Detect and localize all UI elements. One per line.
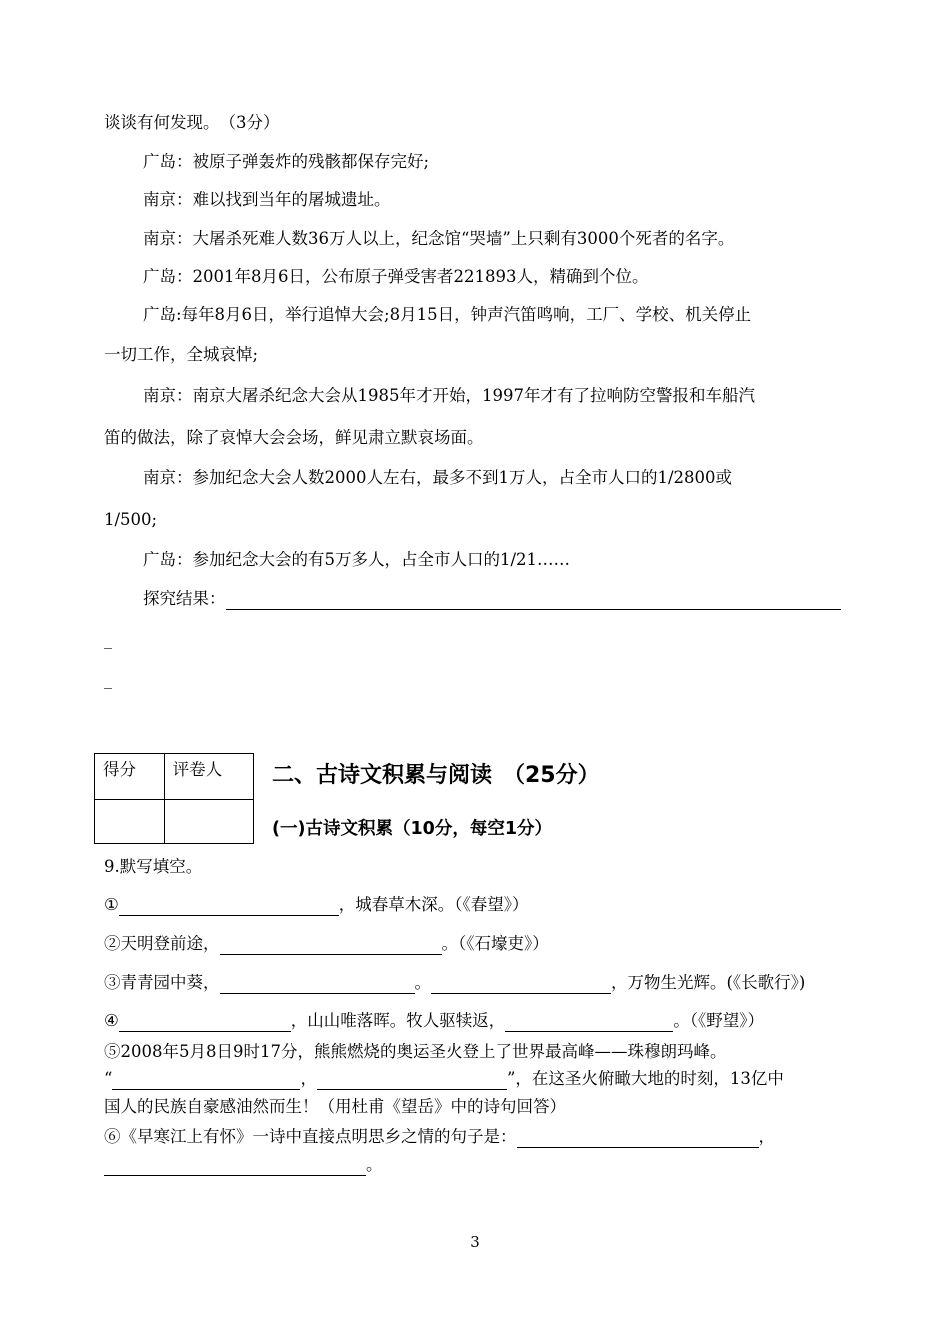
q9-item-5-line-3: 国人的民族自豪感油然而生！（用杜甫《望岳》中的诗句回答）: [104, 1097, 566, 1116]
q9-item-6-line-1: ⑥《早寒江上有怀》一诗中直接点明思乡之情的句子是： ，: [104, 1127, 775, 1146]
q9-item-3-blank-1[interactable]: [220, 975, 415, 994]
paragraph-7-cont: 1/500;: [104, 510, 158, 529]
q9-item-6-blank-1[interactable]: [517, 1129, 759, 1148]
score-cell[interactable]: [95, 800, 165, 844]
intro-line: 谈谈有何发现。 （3分）: [104, 113, 280, 132]
score-table: [94, 753, 254, 844]
q9-item-5-blank-2[interactable]: [317, 1071, 507, 1090]
paragraph-7: 南京：参加纪念大会人数2000人左右，最多不到1万人，占全市人口的1/2800或: [143, 468, 733, 487]
grader-cell[interactable]: [164, 800, 253, 844]
paragraph-5-cont: 一切工作，全城哀悼;: [104, 345, 259, 364]
paragraph-6-cont: 笛的做法，除了哀悼大会会场，鲜见肃立默哀场面。: [104, 428, 484, 447]
paragraph-6: 南京：南京大屠杀纪念大会从1985年才开始，1997年才有了拉响防空警报和车船汽: [143, 386, 755, 405]
q9-item-1-blank[interactable]: [119, 897, 339, 916]
paragraph-4: 广岛：2001年8月6日，公布原子弹受害者221893人，精确到个位。: [143, 267, 649, 286]
dash-line-1: _: [104, 630, 112, 649]
paragraph-5: 广岛:每年8月6日，举行追悼大会;8月15日，钟声汽笛鸣响，工厂、学校、机关停止: [143, 305, 752, 324]
q9-item-6-blank-2[interactable]: [104, 1157, 366, 1176]
subsection-title: (一)古诗文积累（10分，每空1分）: [272, 819, 553, 839]
paragraph-8: 广岛：参加纪念大会的有5万多人，占全市人口的1/21……: [143, 550, 571, 569]
q9-item-3: ③青青园中葵， 。 ，万物生光辉。(《长歌行》): [104, 973, 806, 992]
q9-item-2: ②天明登前途， 。（《石壕吏》）: [104, 934, 549, 953]
q9-item-6-line-2: 。: [104, 1154, 383, 1176]
q9-title: 9.默写填空。: [104, 857, 203, 876]
q9-item-2-blank[interactable]: [220, 936, 442, 955]
section-title: 二、古诗文积累与阅读 （25分）: [272, 763, 600, 788]
q9-item-3-blank-2[interactable]: [431, 975, 611, 994]
page-number: 3: [470, 1233, 480, 1251]
result-answer-blank[interactable]: [226, 591, 841, 610]
q9-item-4-blank-2[interactable]: [505, 1013, 673, 1032]
q9-item-4-blank-1[interactable]: [119, 1013, 291, 1032]
q9-item-5-line-1: ⑤2008年5月8日9时17分，熊熊燃烧的奥运圣火登上了世界最高峰——珠穆朗玛峰。: [104, 1042, 727, 1061]
q9-item-1: ① ，城春草木深。（《春望》）: [104, 895, 529, 914]
q9-item-4: ④ ，山山唯落晖。牧人驱犊返， 。（《野望》）: [104, 1011, 765, 1030]
q9-item-5-line-2: “ ， ”，在这圣火俯瞰大地的时刻，13亿中: [104, 1069, 784, 1088]
grader-header: 评卷人: [164, 754, 253, 800]
result-label: 探究结果：: [143, 589, 226, 608]
paragraph-3: 南京：大屠杀死难人数36万人以上，纪念馆“哭墙”上只剩有3000个死者的名字。: [143, 229, 735, 248]
dash-line-2: _: [104, 670, 112, 689]
paragraph-1: 广岛：被原子弹轰炸的残骸都保存完好;: [143, 152, 430, 171]
paragraph-2: 南京：难以找到当年的屠城遗址。: [143, 190, 391, 209]
result-line: [143, 588, 841, 610]
q9-item-5-blank-1[interactable]: [112, 1071, 300, 1090]
score-header: 得分: [95, 754, 165, 800]
